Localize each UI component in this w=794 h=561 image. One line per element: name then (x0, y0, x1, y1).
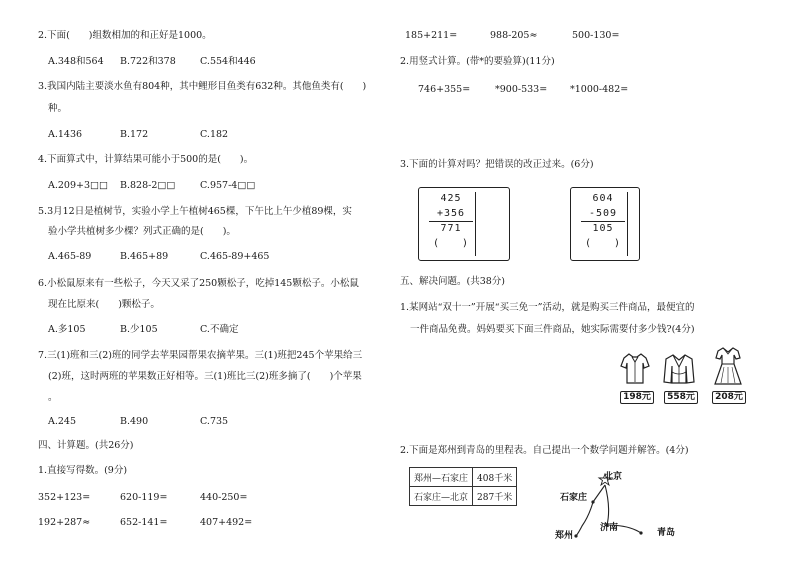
box2-subtrahend: -509 (588, 208, 618, 219)
calc2-item-3[interactable]: *1000-482= (570, 84, 629, 95)
vertical-calc-box-1 (418, 187, 510, 261)
city-beijing: 北京 (604, 472, 623, 482)
q3-option-b[interactable]: B.172 (120, 129, 149, 140)
calc1-item-8[interactable]: 988-205≈ (490, 30, 538, 41)
box1-sum-line (429, 221, 473, 222)
q6-option-b[interactable]: B.少105 (120, 324, 158, 335)
q7-option-b[interactable]: B.490 (120, 416, 149, 427)
box1-judgement-blank[interactable]: ( ) (432, 238, 470, 249)
city-qingdao: 青岛 (657, 528, 676, 538)
box2-minuend: 604 (592, 193, 614, 204)
price-tag-jacket: 558元 (664, 391, 698, 404)
calc1-item-7[interactable]: 185+211= (405, 30, 458, 41)
calc1-item-6[interactable]: 407+492= (200, 517, 253, 528)
q6-stem-line2: 现在比原来( )颗松子。 (48, 299, 160, 310)
q3-stem-line2: 种。 (48, 103, 68, 114)
distance-zz-sjz: 408千米 (473, 468, 517, 487)
calc1-item-4[interactable]: 192+287≈ (38, 517, 91, 528)
calc1-stem: 1.直接写得数。(9分) (38, 465, 128, 476)
box1-addend-2: +356 (436, 208, 466, 219)
distance-table (409, 467, 517, 506)
route-zz-sjz: 郑州—石家庄 (410, 468, 473, 487)
box2-judgement-blank[interactable]: ( ) (584, 238, 622, 249)
table-row (410, 468, 517, 487)
q5-stem-line1: 5.3月12日是植树节，实验小学上午植树465棵，下午比上午少植89棵，实 (38, 206, 352, 217)
q5-option-a[interactable]: A.465-89 (48, 251, 92, 262)
q4-option-c[interactable]: C.957-4□□ (200, 180, 256, 191)
box1-divider (475, 192, 476, 256)
q3-option-c[interactable]: C.182 (200, 129, 229, 140)
section-4-heading: 四、计算题。(共26分) (38, 440, 134, 451)
table-row (410, 487, 517, 506)
q5-stem-line2: 验小学共植树多少棵？列式正确的是( )。 (48, 226, 236, 237)
vertical-calc-box-2 (570, 187, 640, 261)
q2-option-b[interactable]: B.722和378 (120, 56, 176, 67)
problem1-stem-line2: 一件商品免费。妈妈要买下面三件商品，她实际需要付多少钱?(4分) (410, 324, 695, 335)
box2-diff-line (581, 221, 625, 222)
dress-icon (712, 345, 744, 387)
box2-divider (627, 192, 628, 256)
q6-stem-line1: 6.小松鼠原来有一些松子，今天又采了250颗松子，吃掉145颗松子。小松鼠 (38, 278, 359, 289)
city-zhengzhou: 郑州 (555, 531, 574, 541)
problem1-stem-line1: 1.某网站“双十一”开展“买三免一”活动，就是购买三件商品，最便宜的 (400, 302, 695, 313)
q2-option-a[interactable]: A.348和564 (48, 56, 104, 67)
q4-option-a[interactable]: A.209+3□□ (48, 180, 108, 191)
calc1-item-1[interactable]: 352+123= (38, 492, 91, 503)
q5-option-b[interactable]: B.465+89 (120, 251, 169, 262)
distance-sjz-bj: 287千米 (473, 487, 517, 506)
box1-result: 771 (440, 223, 462, 234)
price-tag-dress: 208元 (712, 391, 746, 404)
city-jinan: 济南 (600, 523, 619, 533)
q3-stem-line1: 3.我国内陆主要淡水鱼有804种，其中鲤形目鱼类有632种。其他鱼类有( ) (38, 81, 367, 92)
q7-stem-line1: 7.三(1)班和三(2)班的同学去苹果园帮果农摘苹果。三(1)班把245个苹果给三 (38, 350, 363, 361)
q7-option-c[interactable]: C.735 (200, 416, 229, 427)
q7-stem-line3: 。 (48, 392, 58, 403)
calc1-item-2[interactable]: 620-119= (120, 492, 168, 503)
q5-option-c[interactable]: C.465-89+465 (200, 251, 270, 262)
section-5-heading: 五、解决问题。(共38分) (400, 276, 506, 287)
q6-option-a[interactable]: A.多105 (48, 324, 86, 335)
calc2-item-2[interactable]: *900-533= (495, 84, 548, 95)
calc2-stem: 2.用竖式计算。(带*的要验算)(11分) (400, 56, 555, 67)
jacket-icon (662, 352, 696, 386)
calc3-stem: 3.下面的计算对吗？把错误的改正过来。(6分) (400, 159, 594, 170)
q7-stem-line2: (2)班，这时两班的苹果数正好相等。三(1)班比三(2)班多摘了( )个苹果 (48, 371, 362, 382)
city-shijiazhuang: 石家庄 (560, 493, 588, 503)
q2-option-c[interactable]: C.554和446 (200, 56, 256, 67)
q6-option-c[interactable]: C.不确定 (200, 324, 239, 335)
q7-option-a[interactable]: A.245 (48, 416, 77, 427)
calc1-item-9[interactable]: 500-130= (572, 30, 620, 41)
calc1-item-3[interactable]: 440-250= (200, 492, 248, 503)
box2-result: 105 (592, 223, 614, 234)
calc1-item-5[interactable]: 652-141= (120, 517, 168, 528)
calc2-item-1[interactable]: 746+355= (418, 84, 471, 95)
box1-addend-1: 425 (440, 193, 462, 204)
route-sjz-bj: 石家庄—北京 (410, 487, 473, 506)
q4-stem: 4.下面算式中，计算结果可能小于500的是( )。 (38, 154, 254, 165)
q3-option-a[interactable]: A.1436 (48, 129, 83, 140)
problem2-stem: 2.下面是郑州到青岛的里程表。自己提出一个数学问题并解答。(4分) (400, 445, 689, 456)
shirt-icon (620, 350, 650, 386)
q2-stem: 2.下面( )组数相加的和正好是1000。 (38, 30, 212, 41)
price-tag-shirt: 198元 (620, 391, 654, 404)
q4-option-b[interactable]: B.828-2□□ (120, 180, 176, 191)
